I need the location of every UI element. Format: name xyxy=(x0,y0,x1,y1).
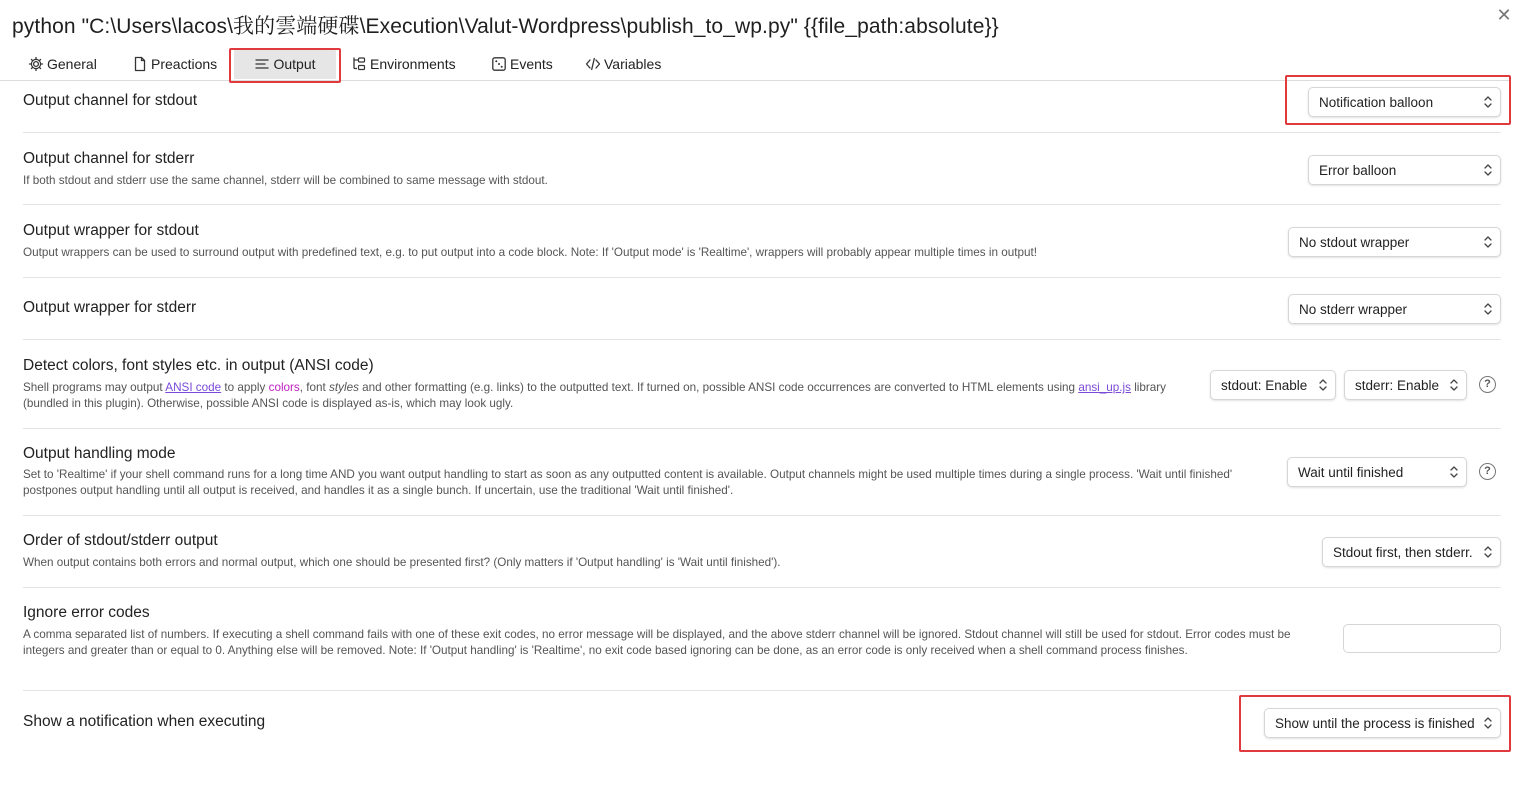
styles-word: styles xyxy=(329,381,359,394)
desc-text: Shell programs may output xyxy=(23,381,166,394)
document-icon xyxy=(132,56,148,72)
help-icon[interactable]: ? xyxy=(1479,376,1496,393)
output-order-select[interactable] xyxy=(1322,537,1501,567)
gear-icon xyxy=(28,56,44,72)
code-icon xyxy=(585,56,601,72)
tab-label: Preactions xyxy=(151,55,218,72)
chevron-up-down-icon xyxy=(1449,378,1459,392)
tab-bar xyxy=(0,48,1510,81)
tab-label: Output xyxy=(273,55,316,72)
help-icon[interactable]: ? xyxy=(1479,463,1496,480)
select-value: No stderr wrapper xyxy=(1299,301,1408,317)
tab-events[interactable] xyxy=(491,48,553,79)
ansi-up-link[interactable]: ansi_up.js xyxy=(1078,381,1131,394)
ignore-error-codes-input[interactable] xyxy=(1343,624,1501,653)
environments-icon xyxy=(351,56,367,72)
tab-label: Events xyxy=(510,55,553,72)
tab-label: Variables xyxy=(604,55,662,72)
tab-variables[interactable] xyxy=(585,48,661,79)
setting-output-order xyxy=(23,516,1501,588)
chevron-up-down-icon xyxy=(1449,465,1459,479)
desc-text: , font xyxy=(299,381,330,394)
lines-icon xyxy=(254,56,270,72)
select-value: Stdout first, then stderr. xyxy=(1333,544,1473,560)
tab-general[interactable] xyxy=(28,48,97,79)
chevron-up-down-icon xyxy=(1483,163,1493,177)
stderr-wrapper-select[interactable] xyxy=(1288,294,1501,324)
colors-word: colors xyxy=(268,381,300,394)
select-value: stdout: Enable xyxy=(1221,377,1308,393)
desc-text: library (bundled in this plugin). Otherwise, possible ANSI code is displayed as-is, which may look ugly. xyxy=(23,381,1167,410)
tab-label: General xyxy=(47,55,97,72)
setting-description: A comma separated list of numbers. If executing a shell command fails with one of these exit codes, no error message will be displayed, and the above stderr channel will be ignored. Stdout channel will still be used for stdout. Error codes must be integers and greater than or equal to 0. Anything else will be removed. Note: If 'Output handling' is 'Realtime', no exit code based ignoring can be done, as an error code is only received when a shell command process finishes. xyxy=(23,628,1291,657)
stdout-channel-select[interactable] xyxy=(1308,87,1501,117)
setting-stderr-wrapper xyxy=(23,278,1501,340)
tab-environments[interactable] xyxy=(351,48,456,79)
setting-name: Output channel for stderr xyxy=(23,150,195,167)
desc-text: to apply xyxy=(221,381,269,394)
chevron-up-down-icon xyxy=(1483,302,1493,316)
select-value: Show until the process is finished xyxy=(1275,715,1475,731)
setting-ignore-error-codes xyxy=(23,588,1501,691)
ansi-stdout-select[interactable] xyxy=(1210,370,1336,400)
setting-handling-mode xyxy=(23,429,1501,516)
select-value: Notification balloon xyxy=(1319,94,1434,110)
chevron-up-down-icon xyxy=(1483,95,1493,109)
tab-preactions[interactable] xyxy=(132,48,217,79)
dice-icon xyxy=(491,56,507,72)
chevron-up-down-icon xyxy=(1318,378,1328,392)
desc-text: and other formatting (e.g. links) to the outputted text. If turned on, possible ANSI code occurrences are converted to HTML elements using xyxy=(358,381,1079,394)
chevron-up-down-icon xyxy=(1483,235,1493,249)
stdout-wrapper-select[interactable] xyxy=(1288,227,1501,257)
tab-output[interactable] xyxy=(234,48,336,79)
setting-name: Output channel for stdout xyxy=(23,92,198,109)
ansi-code-link[interactable]: ANSI code xyxy=(165,381,222,394)
select-value: Wait until finished xyxy=(1298,464,1404,480)
select-value: Error balloon xyxy=(1319,162,1397,178)
setting-name: Output wrapper for stdout xyxy=(23,222,199,239)
notification-select[interactable] xyxy=(1264,708,1501,738)
setting-name: Output handling mode xyxy=(23,445,176,462)
setting-description xyxy=(23,380,1183,412)
setting-name: Show a notification when executing xyxy=(23,713,266,730)
close-icon[interactable]: ✕ xyxy=(1496,5,1512,25)
setting-description: Output wrappers can be used to surround output with predefined text, e.g. to put output into a code block. Note: If 'Output mode' is 'Realtime', wrappers will probably appear multiple times in output! xyxy=(23,246,1037,259)
setting-name: Order of stdout/stderr output xyxy=(23,532,218,549)
ansi-stderr-select[interactable] xyxy=(1344,370,1467,400)
setting-name: Ignore error codes xyxy=(23,604,150,621)
select-value: stderr: Enable xyxy=(1355,377,1440,393)
setting-stdout-channel xyxy=(23,80,1501,133)
window-title: python "C:\Users\lacos\我的雲端硬碟\Execution\Valut-Wordpress\publish_to_wp.py" {{file_path:absolute}} xyxy=(12,15,999,38)
setting-name: Detect colors, font styles etc. in output (ANSI code) xyxy=(23,357,374,374)
setting-stdout-wrapper xyxy=(23,205,1501,278)
select-value: No stdout wrapper xyxy=(1299,234,1410,250)
setting-name: Output wrapper for stderr xyxy=(23,299,197,316)
setting-description: When output contains both errors and normal output, which one should be presented first? (Only matters if 'Output handling' is 'Wait until finished'). xyxy=(23,556,781,569)
stderr-channel-select[interactable] xyxy=(1308,155,1501,185)
setting-stderr-channel xyxy=(23,133,1501,205)
chevron-up-down-icon xyxy=(1483,545,1493,559)
setting-description: If both stdout and stderr use the same channel, stderr will be combined to same message with stdout. xyxy=(23,174,548,187)
tab-label: Environments xyxy=(370,55,456,72)
handling-mode-select[interactable] xyxy=(1287,457,1467,487)
setting-description: Set to 'Realtime' if your shell command runs for a long time AND you want output handling to start as soon as any outputted content is available. Output channels might be used multiple times during a single process. 'Wait until finished' postpones output handling until all output is received, and handles it as a single bunch. If uncertain, use the traditional 'Wait until finished'. xyxy=(23,468,1233,497)
chevron-up-down-icon xyxy=(1483,716,1493,730)
